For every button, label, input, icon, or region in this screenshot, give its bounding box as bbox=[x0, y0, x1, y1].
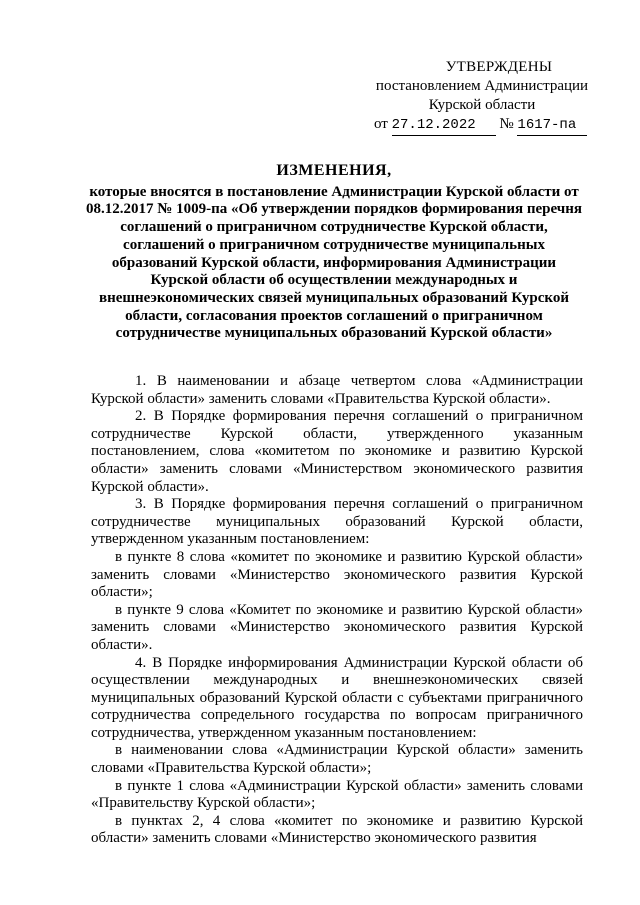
paragraph-3a: в пункте 8 слова «комитет по экономике и развитию Курской области» заменить словами «Министерство экономического развития Курской области»; bbox=[91, 548, 583, 601]
paragraph-4b: в пункте 1 слова «Администрации Курской области» заменить словами «Правительству Курской области»; bbox=[91, 777, 583, 812]
approval-date: 27.12.2022 bbox=[392, 116, 496, 136]
approval-title: УТВЕРЖДЕНЫ bbox=[445, 59, 553, 75]
paragraph-4a: в наименовании слова «Администрации Курской области» заменить словами «Правительства Курской области»; bbox=[91, 742, 583, 777]
approval-date-line bbox=[372, 115, 592, 136]
approval-stamp bbox=[372, 58, 592, 136]
document-body bbox=[91, 373, 583, 848]
paragraph-2: 2. В Порядке формирования перечня соглашений о приграничном сотрудничестве Курской области, утвержденного указанным постановлением, слова «комитетом по экономике и развитию Курской области» заменить словами «Министерством экономического развития Курской области». bbox=[91, 408, 583, 495]
number-prefix: № bbox=[499, 116, 514, 132]
title-heading: ИЗМЕНЕНИЯ, bbox=[276, 162, 392, 179]
paragraph-3: 3. В Порядке формирования перечня соглашений о приграничном сотрудничестве муниципальных образований Курской области, утвержденном указанным постановлением: bbox=[91, 496, 583, 548]
approval-issuer: постановлением Администрации bbox=[375, 78, 589, 94]
document-title bbox=[84, 162, 584, 343]
paragraph-4c: в пунктах 2, 4 слова «комитет по экономике и развитию Курской области» заменить словами «Министерство экономического развития bbox=[91, 812, 583, 847]
paragraph-3b: в пункте 9 слова «Комитет по экономике и развитию Курской области» заменить словами «Министерство экономического развития Курской области». bbox=[91, 601, 583, 653]
paragraph-1: 1. В наименовании и абзаце четвертом слова «Администрации Курской области» заменить словами «Правительства Курской области». bbox=[91, 373, 583, 407]
approval-number: 1617-па bbox=[517, 116, 587, 136]
paragraph-4: 4. В Порядке информирования Администрации Курской области об осуществлении международных и внешнеэкономических связей муниципальных образований Курской области с субъектами приграничного сотрудничества сопредельного государства по вопросам приграничного сотрудничества, утвержденном указанным постановлением: bbox=[91, 654, 583, 741]
approval-region: Курской области bbox=[428, 97, 536, 113]
date-prefix: от bbox=[374, 116, 388, 132]
title-text: которые вносятся в постановление Администрации Курской области от 08.12.2017 № 1009-па «Об утверждении порядков формирования перечня соглашений о приграничном сотрудничестве Курской области, соглашений о приграничном сотрудничестве муниципальных образований Курской области, информирования Администрации Курской области об осуществлении международных и внешнеэкономических связей муниципальных образований Курской области, согласования проектов соглашений о приграничном сотрудничестве муниципальных образований Курской области» bbox=[86, 183, 582, 342]
